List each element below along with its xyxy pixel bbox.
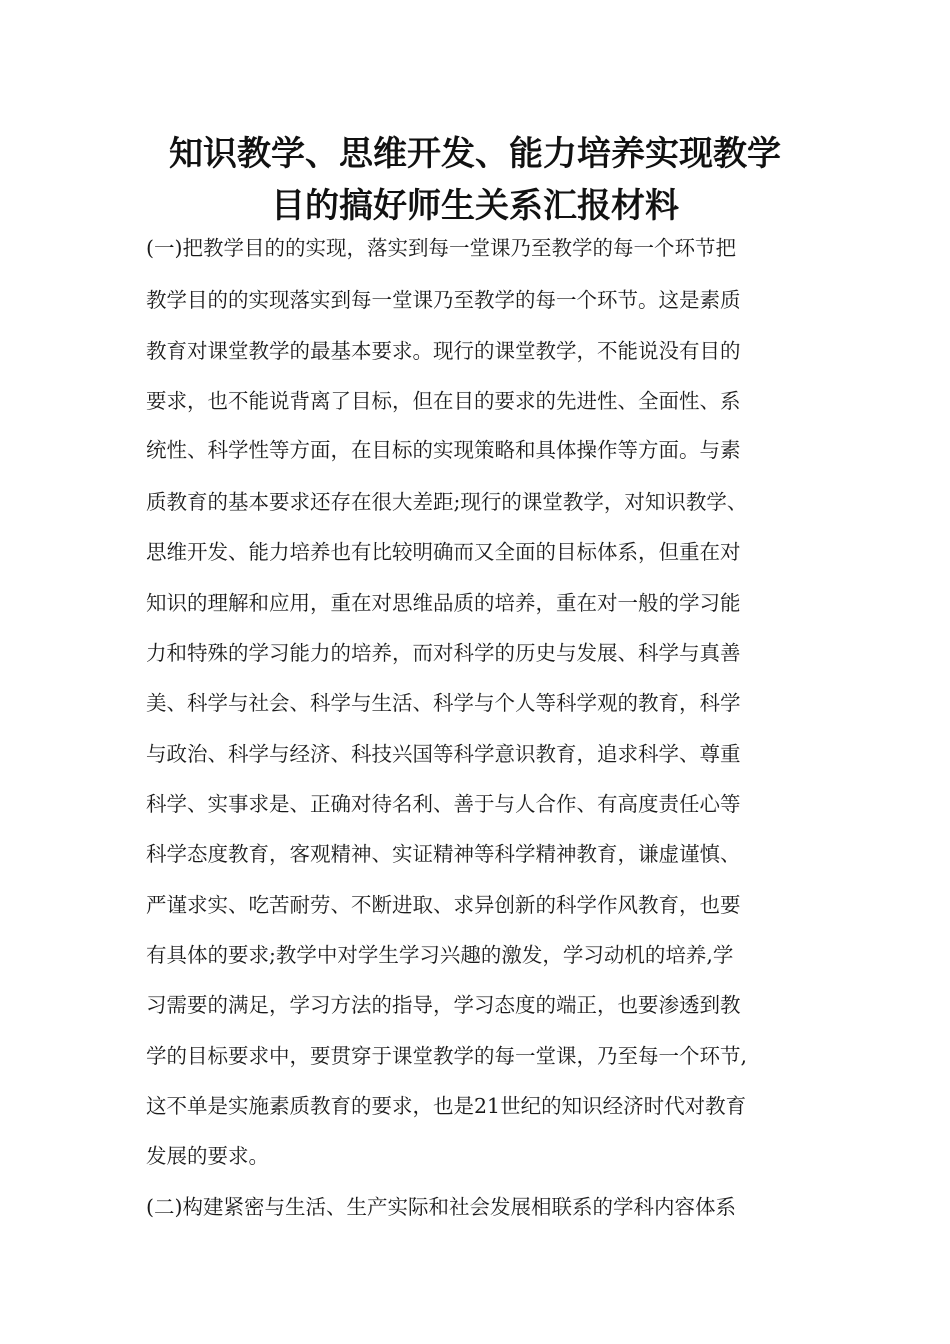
document-title-line-2: 目的搞好师生关系汇报材料 — [271, 186, 679, 226]
body-text-line: 教学目的的实现落实到每一堂课乃至教学的每一个环节。这是素质 — [146, 288, 741, 312]
body-text-line: 统性、科学性等方面，在目标的实现策略和具体操作等方面。与素 — [146, 438, 741, 462]
body-text-line: 知识的理解和应用，重在对思维品质的培养，重在对一般的学习能 — [146, 591, 741, 615]
body-text-line: 质教育的基本要求还存在很大差距;现行的课堂教学，对知识教学、 — [146, 490, 748, 514]
body-text-line: 有具体的要求;教学中对学生学习兴趣的激发，学习动机的培养,学 — [146, 943, 734, 967]
body-text-line: 发展的要求。 — [146, 1144, 269, 1168]
body-text-line: 严谨求实、吃苦耐劳、不断进取、求异创新的科学作风教育，也要 — [146, 893, 741, 917]
body-text-line: 力和特殊的学习能力的培养，而对科学的历史与发展、科学与真善 — [146, 641, 741, 665]
body-text-line: 习需要的满足，学习方法的指导，学习态度的端正，也要渗透到教 — [146, 993, 741, 1017]
body-text-line: 与政治、科学与经济、科技兴国等科学意识教育，追求科学、尊重 — [146, 742, 741, 766]
body-text-line: (一)把教学目的的实现，落实到每一堂课乃至教学的每一个环节把 — [146, 236, 736, 260]
body-text-line: 这不单是实施素质教育的要求，也是21世纪的知识经济时代对教育 — [146, 1094, 747, 1118]
body-text-line: 科学、实事求是、正确对待名利、善于与人合作、有高度责任心等 — [146, 792, 741, 816]
body-text-line: (二)构建紧密与生活、生产实际和社会发展相联系的学科内容体系 — [146, 1195, 736, 1219]
body-text-line: 要求，也不能说背离了目标，但在目的要求的先进性、全面性、系 — [146, 389, 741, 413]
body-text-line: 美、科学与社会、科学与生活、科学与个人等科学观的教育，科学 — [146, 691, 741, 715]
body-text-line: 教育对课堂教学的最基本要求。现行的课堂教学，不能说没有目的 — [146, 339, 741, 363]
document-title-line-1: 知识教学、思维开发、能力培养实现教学 — [169, 134, 781, 174]
body-text-line: 学的目标要求中，要贯穿于课堂教学的每一堂课，乃至每一个环节, — [146, 1044, 748, 1068]
body-text-line: 思维开发、能力培养也有比较明确而又全面的目标体系，但重在对 — [146, 540, 741, 564]
body-text-line: 科学态度教育，客观精神、实证精神等科学精神教育，谦虚谨慎、 — [146, 842, 741, 866]
